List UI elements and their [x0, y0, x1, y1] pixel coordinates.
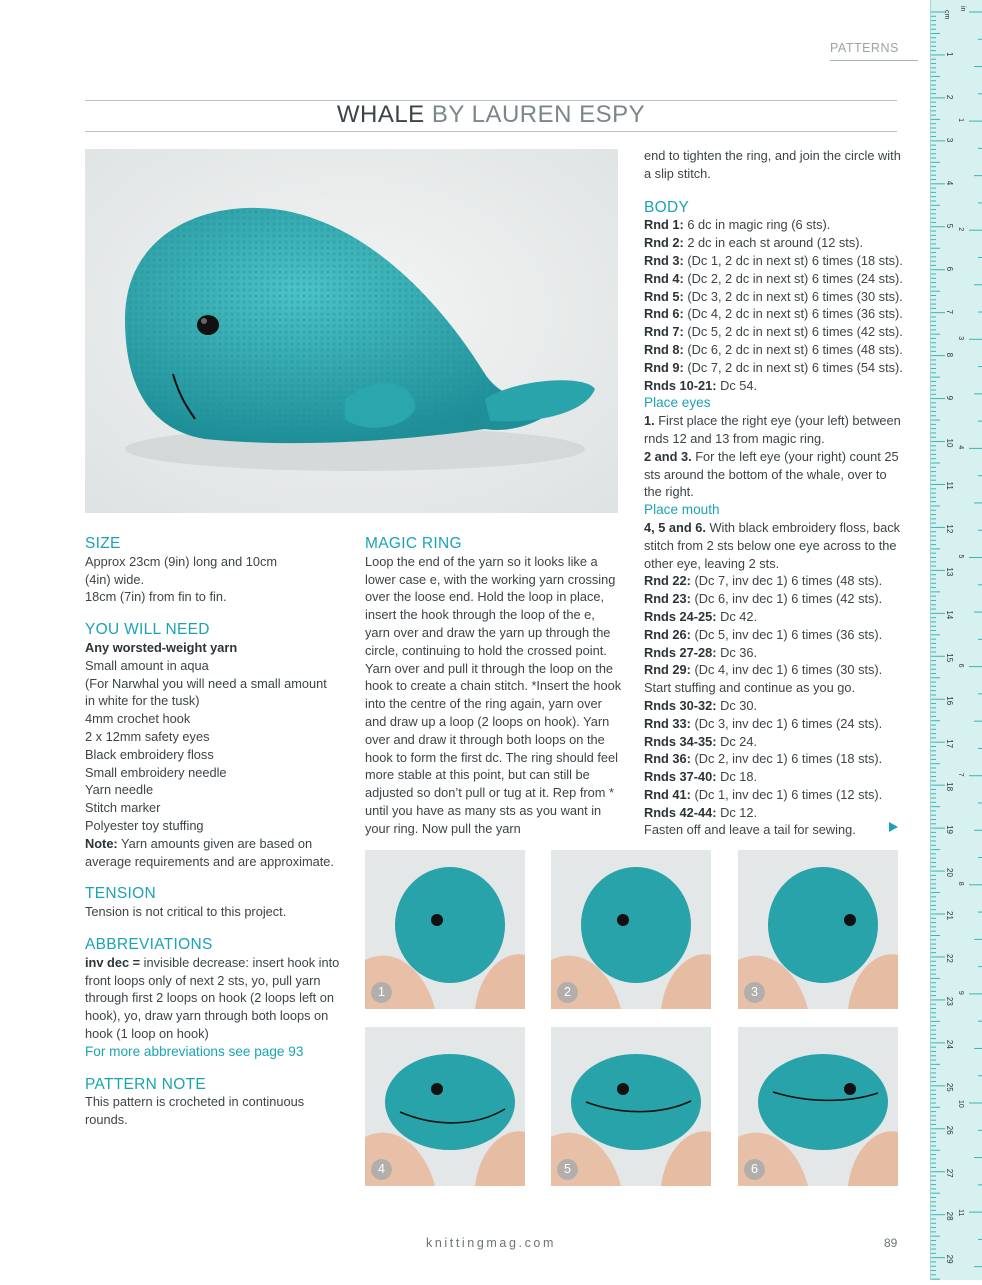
round-instruction — [644, 341, 906, 359]
section-label: PATTERNS — [830, 41, 899, 55]
ruler-cm-label: 9 — [945, 395, 954, 401]
abbreviation-term: inv dec = — [85, 954, 141, 970]
materials-item: 4mm crochet hook — [85, 711, 191, 727]
mouth-step — [644, 519, 906, 572]
step-number-badge: 3 — [744, 982, 765, 1003]
abbreviations-heading: ABBREVIATIONS — [85, 935, 213, 953]
round-text: Dc 12. — [716, 804, 758, 820]
materials-item: Black embroidery floss — [85, 746, 214, 762]
round-text: (Dc 1, 2 dc in next st) 6 times (18 sts). — [683, 252, 903, 268]
round-label: Rnd 33: — [644, 715, 691, 731]
materials-item: Stitch marker — [85, 800, 161, 816]
tension-text: Tension is not critical to this project. — [85, 904, 287, 920]
ruler-cm-label: 25 — [945, 1082, 954, 1092]
page-title — [85, 101, 897, 129]
round-label: Rnd 5: — [644, 288, 684, 304]
round-instruction — [644, 768, 906, 786]
round-text: (Dc 4, inv dec 1) 6 times (30 sts). — [690, 662, 883, 678]
ruler-cm-unit: cm — [943, 10, 950, 20]
ruler-inch-label: 4 — [957, 445, 964, 450]
whale-illustration — [85, 149, 618, 513]
round-instruction — [644, 377, 906, 395]
round-instruction — [644, 252, 906, 270]
step-photo — [738, 1027, 898, 1186]
size-line: (4in) wide. — [85, 571, 145, 587]
section-rule — [830, 60, 918, 61]
round-instruction — [644, 750, 906, 768]
round-text: (Dc 5, inv dec 1) 6 times (36 sts). — [690, 626, 883, 642]
round-instruction — [644, 216, 906, 234]
ruler-cm-label: 23 — [945, 996, 954, 1006]
round-instruction — [644, 359, 906, 377]
magic-ring-heading: MAGIC RING — [365, 535, 462, 552]
round-instruction — [644, 288, 906, 306]
ruler-cm-label: 16 — [945, 696, 954, 706]
yarn-note — [85, 835, 347, 871]
measuring-ruler — [930, 0, 982, 1280]
magic-ring-text: Loop the end of the yarn so it looks like a lower case e, with the working yarn crossing over the loose end. Hold the loop in place, insert the hook through the loop of the e, yarn over and draw the yarn up through the circle, continuing to hold the crossed point. Yarn over and pull it through the loop on the hook to create a chain stitch. *Insert the hook into the centre of the ring again, yarn over and draw up a loop (2 loops on hook). Yarn over and draw it through both loops on the hook to form the first dc. The ring should feel more stable at this point, but can still be adjusted so don’t pull or tug at it. Rep from * until you have as many sts as you want in your ring. Now pull the yarn — [365, 553, 622, 836]
round-label: Rnd 36: — [644, 751, 691, 767]
step-number-badge: 5 — [557, 1159, 578, 1180]
round-label: Rnds 27-28: — [644, 644, 717, 660]
round-instruction — [644, 661, 906, 679]
round-text: Dc 42. — [716, 608, 758, 624]
magic-ring-continued: end to tighten the ring, and join the circle with a slip stitch. — [644, 148, 901, 181]
round-text: Dc 54. — [716, 377, 758, 393]
ruler-inch-unit: in — [959, 6, 966, 12]
round-text: (Dc 3, inv dec 1) 6 times (24 sts). — [690, 715, 883, 731]
place-eyes-subheading: Place eyes — [644, 395, 711, 411]
middle-column — [365, 535, 623, 838]
step-number-badge: 4 — [371, 1159, 392, 1180]
ruler-cm-label: 27 — [945, 1168, 954, 1178]
ruler-cm-label: 12 — [945, 524, 954, 534]
fasten-off-text: Fasten off and leave a tail for sewing. — [644, 822, 856, 838]
round-label: Rnds 24-25: — [644, 608, 717, 624]
eyes-step — [644, 412, 906, 448]
ruler-cm-label: 7 — [945, 309, 954, 315]
round-label: Rnds 37-40: — [644, 769, 717, 785]
round-label: Rnd 22: — [644, 573, 691, 589]
ruler-cm-label: 21 — [945, 911, 954, 920]
size-line: 18cm (7in) from fin to fin. — [85, 589, 227, 605]
title-strong: WHALE — [336, 101, 425, 128]
ruler-inch-label: 5 — [957, 554, 964, 559]
step-photo — [551, 850, 711, 1009]
round-text: Dc 30. — [716, 697, 758, 713]
round-label: Rnd 9: — [644, 359, 684, 375]
ruler-cm-label: 29 — [945, 1254, 954, 1264]
tension-heading: TENSION — [85, 885, 156, 903]
ruler-cm-label: 14 — [945, 610, 954, 620]
round-label: Rnd 3: — [644, 252, 684, 268]
materials-item: in white for the tusk) — [85, 693, 200, 709]
round-label: Rnd 4: — [644, 270, 684, 286]
yarn-heading: Any worsted-weight yarn — [85, 639, 238, 655]
materials-item: (For Narwhal you will need a small amount — [85, 675, 327, 691]
step-number-badge: 1 — [371, 982, 392, 1003]
round-instruction — [644, 804, 906, 822]
ruler-cm-label: 18 — [945, 782, 954, 792]
ruler-inch-label: 6 — [957, 663, 964, 668]
round-instruction — [644, 590, 906, 608]
round-text: (Dc 7, inv dec 1) 6 times (48 sts). — [690, 573, 883, 589]
ruler-cm-label: 22 — [945, 953, 954, 963]
step-photo — [551, 1027, 711, 1186]
round-text: (Dc 1, inv dec 1) 6 times (12 sts). — [690, 786, 883, 802]
ruler-cm-label: 26 — [945, 1125, 954, 1135]
place-mouth-subheading: Place mouth — [644, 502, 720, 518]
size-line: Approx 23cm (9in) long and 10cm — [85, 553, 278, 569]
round-instruction — [644, 234, 906, 252]
hero-whale-photo — [85, 149, 618, 513]
step-photo — [365, 1027, 525, 1186]
ruler-cm-label: 4 — [945, 180, 954, 186]
body-rounds-group — [644, 216, 906, 394]
ruler-cm-label: 2 — [945, 94, 954, 100]
ruler-inch-label: 10 — [957, 1100, 964, 1108]
round-instruction — [644, 733, 906, 751]
ruler-cm-label: 28 — [945, 1211, 954, 1221]
pattern-note-text: This pattern is crocheted in continuous rounds. — [85, 1094, 305, 1128]
ruler-scale — [931, 0, 982, 1280]
ruler-inch-label: 2 — [957, 227, 964, 232]
size-heading: SIZE — [85, 535, 121, 552]
round-text: (Dc 6, inv dec 1) 6 times (42 sts). — [690, 591, 883, 607]
ruler-cm-label: 13 — [945, 567, 954, 577]
round-text: (Dc 5, 2 dc in next st) 6 times (42 sts). — [683, 324, 903, 340]
round-text: 2 dc in each st around (12 sts). — [683, 235, 864, 251]
round-instruction — [644, 608, 906, 626]
step-number-badge: 6 — [744, 1159, 765, 1180]
eyes-step — [644, 448, 906, 501]
round-text: (Dc 7, 2 dc in next st) 6 times (54 sts). — [683, 359, 903, 375]
materials-item: Small embroidery needle — [85, 764, 227, 780]
round-label: Rnd 26: — [644, 626, 691, 642]
ruler-inch-label: 3 — [957, 336, 964, 341]
round-text: (Dc 6, 2 dc in next st) 6 times (48 sts). — [683, 341, 903, 357]
round-text: (Dc 2, 2 dc in next st) 6 times (24 sts). — [683, 270, 903, 286]
step-photo — [365, 850, 525, 1009]
round-text: (Dc 4, 2 dc in next st) 6 times (36 sts). — [683, 306, 903, 322]
body-rounds-group — [644, 572, 906, 679]
materials-item: Yarn needle — [85, 782, 154, 798]
stuffing-note: Start stuffing and continue as you go. — [644, 680, 856, 696]
ruler-cm-label: 5 — [945, 223, 954, 229]
ruler-cm-label: 20 — [945, 868, 954, 877]
note-text: Yarn amounts given are based on average requirements and are approximate. — [85, 835, 334, 869]
round-instruction — [644, 715, 906, 733]
round-instruction — [644, 786, 906, 804]
round-label: Rnd 1: — [644, 217, 684, 233]
round-label: Rnds 30-32: — [644, 697, 717, 713]
round-label: Rnd 29: — [644, 662, 691, 678]
step-label: 2 and 3. — [644, 448, 692, 464]
step-text: With black embroidery floss, back stitch from 2 sts below one eye across to the other eye, leaving 2 sts. — [644, 519, 901, 571]
right-column — [644, 147, 906, 839]
title-byline: BY LAUREN ESPY — [424, 101, 646, 128]
continue-arrow-icon[interactable] — [889, 822, 898, 832]
ruler-cm-label: 8 — [945, 352, 954, 358]
ruler-cm-label: 17 — [945, 739, 954, 749]
step-label: 4, 5 and 6. — [644, 519, 706, 535]
round-label: Rnd 2: — [644, 235, 684, 251]
materials-item: Small amount in aqua — [85, 657, 209, 673]
round-text: Dc 18. — [716, 769, 758, 785]
step-photo — [738, 850, 898, 1009]
ruler-cm-label: 3 — [945, 137, 954, 143]
round-text: Dc 36. — [716, 644, 758, 660]
step-text: First place the right eye (your left) between rnds 12 and 13 from magic ring. — [644, 413, 901, 446]
footer-site: knittingmag.com — [425, 1236, 556, 1250]
ruler-cm-label: 11 — [945, 481, 954, 490]
ruler-cm-label: 24 — [945, 1039, 954, 1049]
round-instruction — [644, 644, 906, 662]
ruler-cm-label: 10 — [945, 438, 954, 448]
round-label: Rnds 42-44: — [644, 804, 717, 820]
round-instruction — [644, 626, 906, 644]
abbreviation-definition: invisible decrease: insert hook into front loops only of next 2 sts, yo, pull yarn through first 2 loops on hook (2 loops left on hook), yo, draw yarn through both loops on hook (1 loop on hook) — [85, 954, 340, 1041]
step-number-badge: 2 — [557, 982, 578, 1003]
ruler-cm-label: 6 — [945, 266, 954, 272]
page-number: 89 — [884, 1236, 898, 1250]
note-label: Note: — [85, 835, 118, 851]
pattern-note-heading: PATTERN NOTE — [85, 1075, 207, 1093]
round-label: Rnd 6: — [644, 306, 684, 322]
ruler-cm-label: 1 — [945, 51, 954, 57]
round-text: (Dc 3, 2 dc in next st) 6 times (30 sts). — [683, 288, 903, 304]
body-rounds-group — [644, 697, 906, 822]
abbreviation-entry — [85, 954, 347, 1043]
ruler-inch-label: 1 — [957, 118, 964, 123]
round-instruction — [644, 697, 906, 715]
ruler-inch-label: 11 — [957, 1209, 964, 1217]
round-label: Rnd 41: — [644, 786, 691, 802]
step-label: 1. — [644, 413, 655, 429]
round-instruction — [644, 572, 906, 590]
more-abbreviations-link[interactable]: For more abbreviations see page 93 — [85, 1043, 304, 1059]
round-label: Rnd 7: — [644, 324, 684, 340]
materials-item: 2 x 12mm safety eyes — [85, 728, 210, 744]
body-heading: BODY — [644, 198, 690, 216]
ruler-cm-label: 15 — [945, 653, 954, 663]
round-instruction — [644, 270, 906, 288]
left-column — [85, 535, 347, 1129]
materials-item: Polyester toy stuffing — [85, 817, 204, 833]
round-text: (Dc 2, inv dec 1) 6 times (18 sts). — [690, 751, 883, 767]
title-rule-bottom — [85, 131, 897, 132]
you-will-need-heading: YOU WILL NEED — [85, 621, 210, 639]
round-label: Rnd 8: — [644, 341, 684, 357]
round-text: Dc 24. — [716, 733, 758, 749]
round-instruction — [644, 305, 906, 323]
round-label: Rnds 10-21: — [644, 377, 717, 393]
ruler-inch-label: 8 — [957, 881, 964, 886]
ruler-inch-label: 9 — [957, 990, 964, 995]
round-instruction — [644, 323, 906, 341]
ruler-cm-label: 19 — [945, 825, 954, 835]
step-text: For the left eye (your right) count 25 sts around the bottom of the whale, over to the right. — [644, 448, 899, 500]
round-label: Rnds 34-35: — [644, 733, 717, 749]
ruler-inch-label: 7 — [957, 772, 964, 777]
round-label: Rnd 23: — [644, 591, 691, 607]
round-text: 6 dc in magic ring (6 sts). — [683, 217, 831, 233]
